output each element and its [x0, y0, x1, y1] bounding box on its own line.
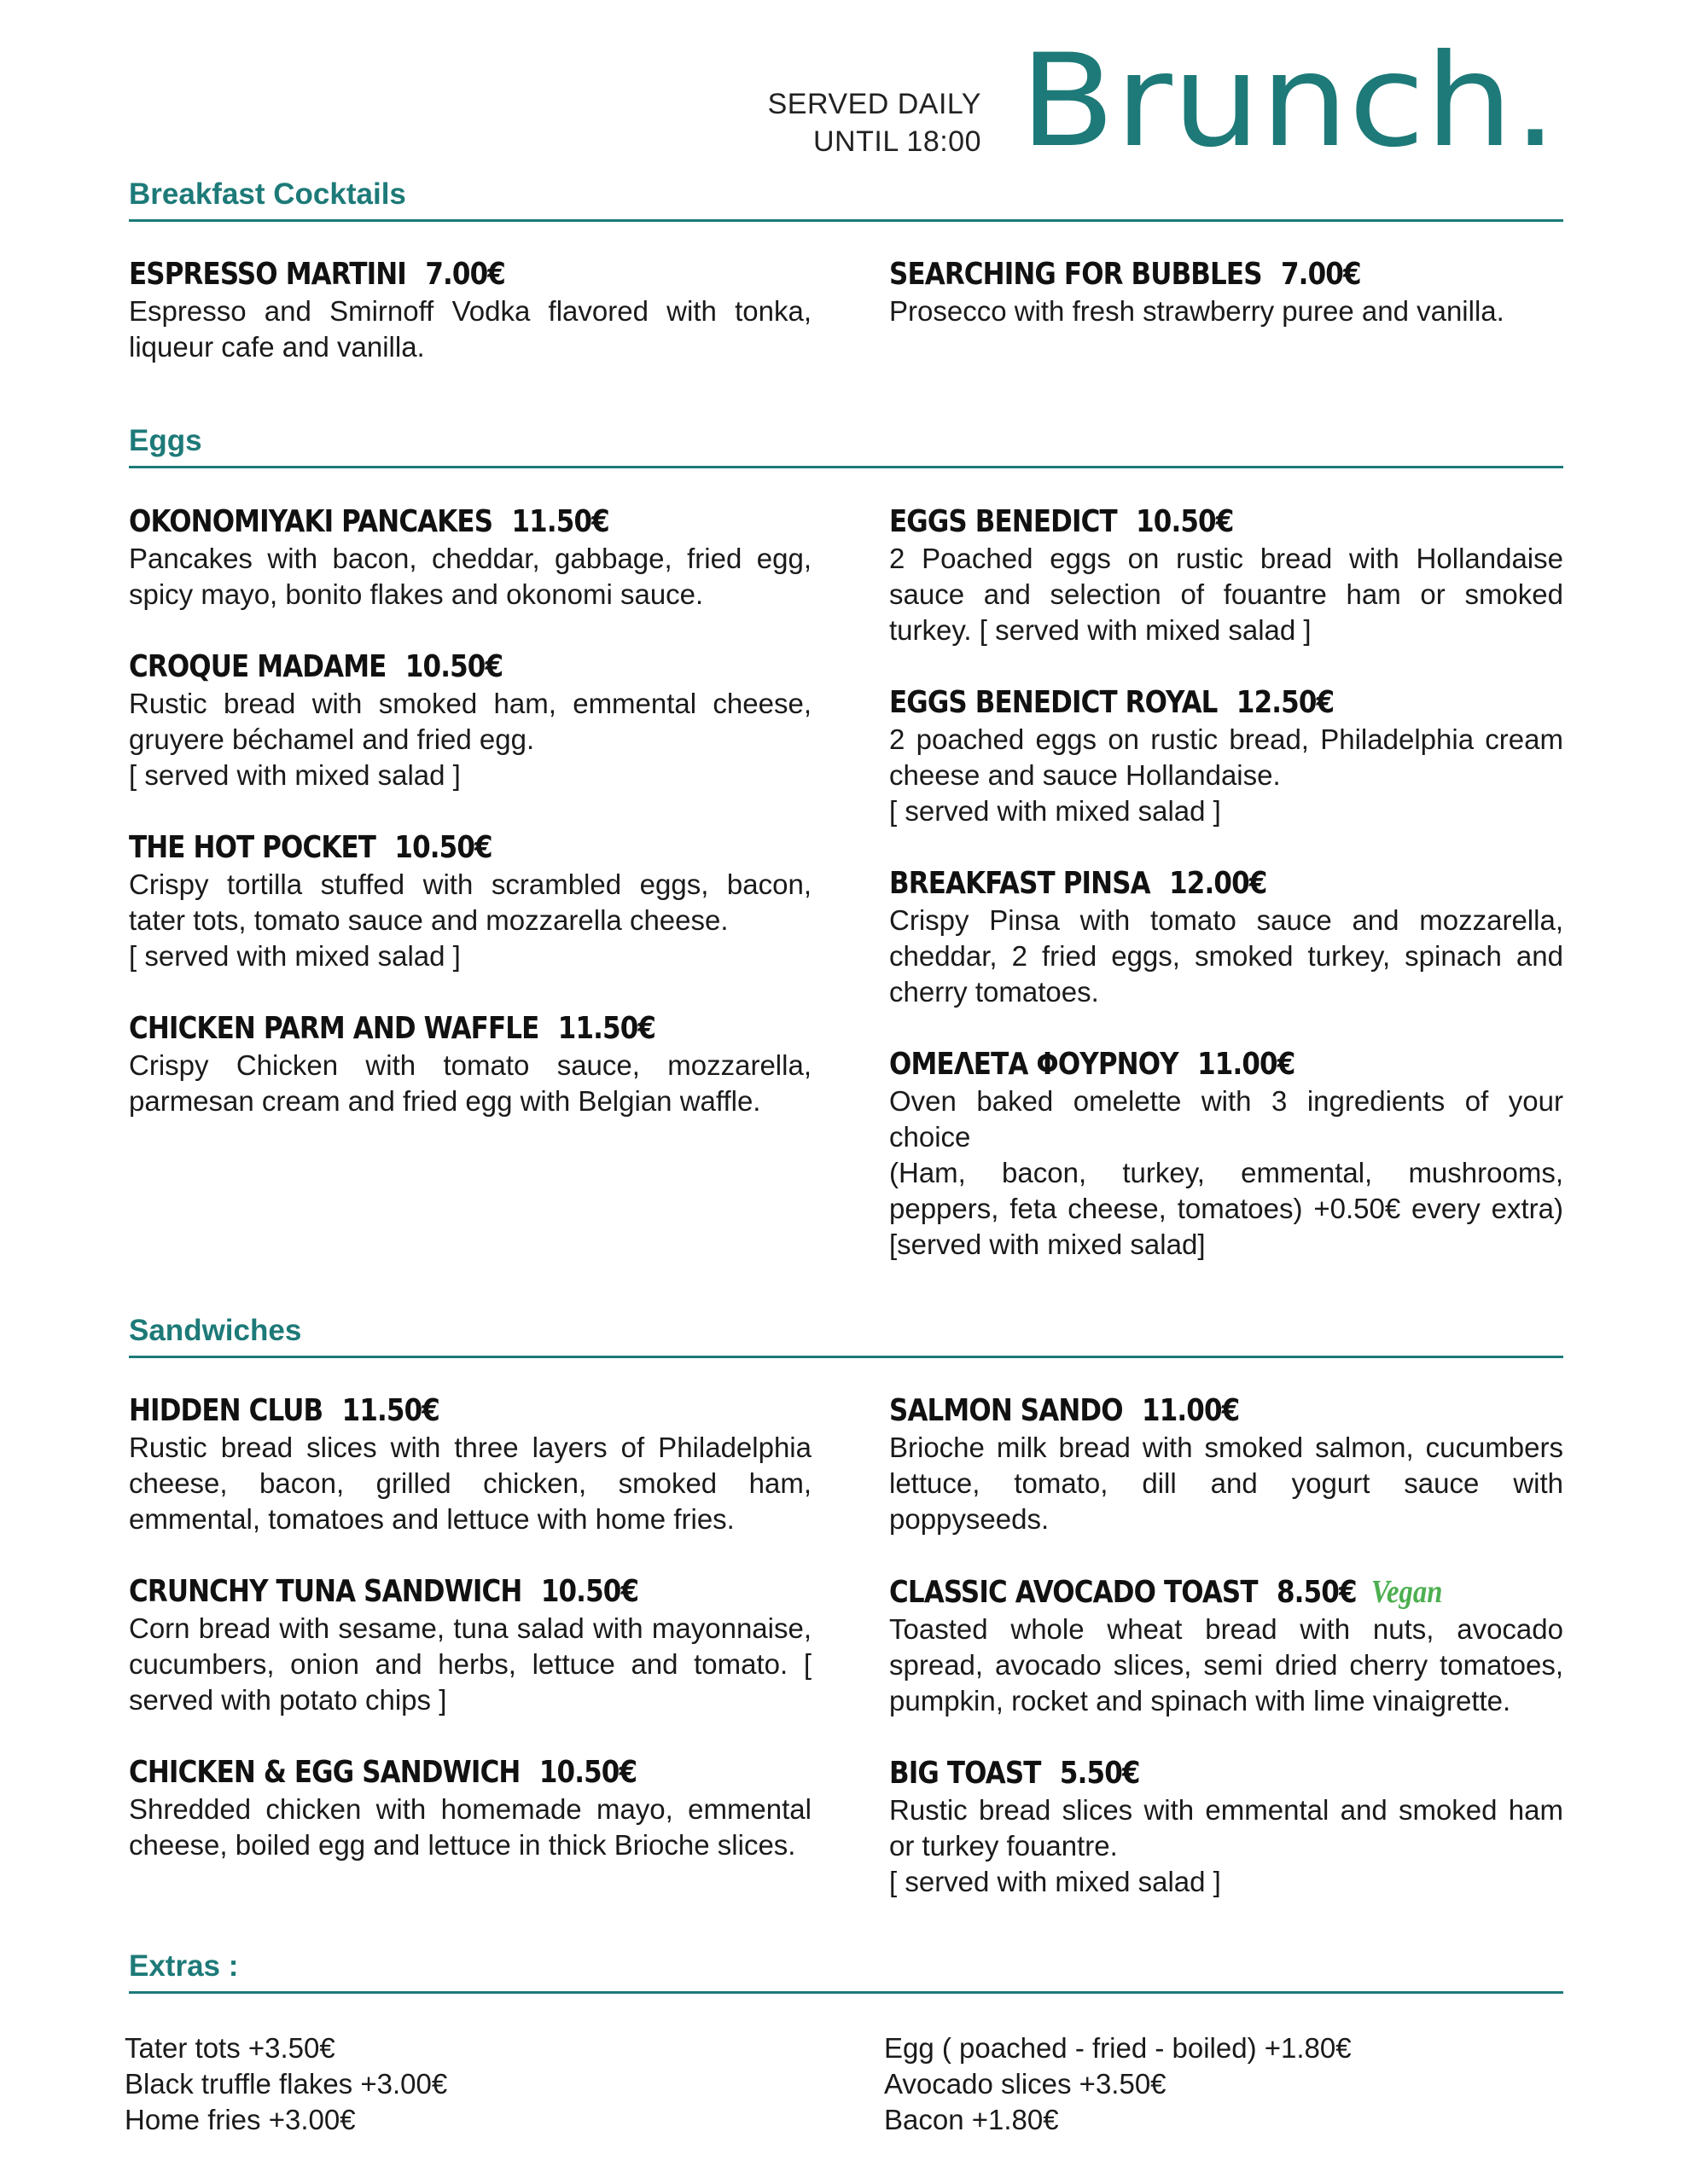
menu-item-price: 10.50€	[540, 1574, 639, 1609]
extras-right-list	[884, 2030, 1352, 2138]
menu-item	[889, 1392, 1563, 1537]
menu-item-description	[889, 1083, 1563, 1263]
menu-item	[889, 865, 1563, 1010]
menu-item-description-text: Toasted whole wheat bread with nuts, avocado spread, avocado slices, semi dried cherry tomatoes, pumpkin, rocket and spinach with lime vinaigrette.	[889, 1613, 1563, 1716]
menu-item-heading	[889, 1392, 1469, 1430]
menu-item-name: ΟΜΕΛΕΤΑ ΦΟΥΡΝΟΥ	[889, 1047, 1178, 1082]
sandwiches-left-column	[129, 1392, 812, 1899]
menu-item	[129, 1010, 812, 1119]
menu-item-heading	[889, 1046, 1469, 1083]
menu-item-price: 8.50€	[1276, 1575, 1357, 1610]
menu-item-description	[889, 722, 1563, 829]
menu-item-description-text: 2 Poached eggs on rustic bread with Hollandaise sauce and selection of fouantre ham or smoked turkey. [ served with mixed salad ]	[889, 543, 1563, 646]
menu-item-heading	[129, 1010, 716, 1048]
menu-item-description-text: Oven baked omelette with 3 ingredients of your choice	[889, 1085, 1563, 1153]
extra-item: Avocado slices +3.50€	[884, 2068, 1166, 2100]
menu-item-description	[889, 1430, 1563, 1537]
menu-item-price: 7.00€	[1280, 257, 1361, 292]
menu-item-price: 12.00€	[1169, 866, 1267, 901]
menu-item-description	[129, 1048, 812, 1119]
served-line-2: UNTIL 18:00	[813, 125, 981, 158]
menu-item-description-text: 2 poached eggs on rustic bread, Philadelphia cream cheese and sauce Hollandaise.	[889, 723, 1563, 791]
menu-item-name: EGGS BENEDICT	[889, 504, 1117, 539]
vegan-tag: Vegan	[1370, 1574, 1443, 1610]
menu-item-description-text: Crispy Chicken with tomato sauce, mozzarella, parmesan cream and fried egg with Belgian waffle.	[129, 1049, 812, 1117]
section-title-eggs: Eggs	[129, 424, 202, 457]
menu-item	[889, 684, 1563, 829]
menu-item-description	[889, 293, 1563, 329]
extra-item: Egg ( poached - fried - boiled) +1.80€	[884, 2032, 1352, 2064]
section-divider	[129, 1356, 1563, 1358]
menu-item-heading	[889, 503, 1469, 541]
menu-item-heading	[889, 684, 1469, 722]
served-hours	[734, 85, 981, 160]
served-line-1: SERVED DAILY	[767, 88, 981, 120]
brunch-logo-graphic	[1020, 44, 1566, 172]
menu-item-heading	[889, 865, 1469, 903]
menu-item	[889, 1755, 1563, 1900]
menu-item-description	[129, 1430, 812, 1537]
menu-item-price: 11.00€	[1197, 1047, 1295, 1082]
menu-item-name: SEARCHING FOR BUBBLES	[889, 257, 1262, 292]
menu-item-description-text: Rustic bread slices with emmental and smoked ham or turkey fouantre.	[889, 1794, 1563, 1862]
menu-item-description-text: Shredded chicken with homemade mayo, emmental cheese, boiled egg and lettuce in thick Brioche slices.	[129, 1793, 812, 1861]
menu-item-price: 12.50€	[1236, 685, 1335, 720]
menu-item-name: BREAKFAST PINSA	[889, 866, 1150, 901]
menu-item-name: OKONOMIYAKI PANCAKES	[129, 504, 493, 539]
menu-item-price: 10.50€	[394, 830, 492, 865]
menu-item-heading	[889, 1573, 1469, 1612]
menu-item-note: [ served with mixed salad ]	[129, 940, 461, 972]
menu-item-name: SALMON SANDO	[889, 1393, 1123, 1428]
menu-item-description	[889, 1612, 1563, 1719]
menu-item-note: [ served with mixed salad ]	[889, 1866, 1221, 1897]
extra-item: Home fries +3.00€	[125, 2104, 356, 2135]
menu-item	[129, 503, 812, 613]
section-title-cocktails: Breakfast Cocktails	[129, 177, 406, 211]
section-divider	[129, 466, 1563, 468]
menu-item-name: CHICKEN & EGG SANDWICH	[129, 1755, 521, 1790]
menu-item	[129, 1573, 812, 1718]
menu-item-name: CROQUE MADAME	[129, 649, 387, 684]
menu-item-note: [ served with mixed salad ]	[889, 795, 1221, 827]
menu-item-description-text: Espresso and Smirnoff Vodka flavored with tonka, liqueur cafe and vanilla.	[129, 295, 812, 363]
menu-item-description	[889, 903, 1563, 1010]
section-title-sandwiches: Sandwiches	[129, 1314, 302, 1347]
menu-item-price: 11.50€	[511, 504, 609, 539]
menu-item	[889, 256, 1563, 329]
menu-item-price: 10.50€	[404, 649, 503, 684]
menu-item-heading	[889, 256, 1469, 293]
menu-item	[129, 256, 812, 365]
menu-item-name: CRUNCHY TUNA SANDWICH	[129, 1574, 522, 1609]
menu-item-note: (Ham, bacon, turkey, emmental, mushrooms, peppers, feta cheese, tomatoes) +0.50€ every extra) [served with mixed salad]	[889, 1157, 1563, 1260]
menu-item-name: THE HOT POCKET	[129, 830, 376, 865]
menu-item-description	[129, 293, 812, 365]
menu-item-heading	[129, 1754, 716, 1792]
menu-item-name: HIDDEN CLUB	[129, 1393, 323, 1428]
menu-item-price: 11.50€	[341, 1393, 439, 1428]
menu-item-heading	[129, 256, 716, 293]
menu-item-heading	[129, 1392, 716, 1430]
menu-item	[129, 1392, 812, 1537]
brunch-logo	[1020, 44, 1566, 172]
menu-item	[129, 1754, 812, 1863]
extra-item: Black truffle flakes +3.00€	[125, 2068, 448, 2100]
section-divider	[129, 219, 1563, 222]
menu-item-heading	[129, 1573, 716, 1611]
menu-item-name: CLASSIC AVOCADO TOAST	[889, 1575, 1258, 1610]
menu-item-description	[129, 867, 812, 974]
menu-item-heading	[129, 503, 716, 541]
menu-item-description	[129, 541, 812, 613]
menu-item-heading	[129, 829, 716, 867]
cocktails-right-column	[889, 256, 1563, 365]
menu-item-price: 10.50€	[1136, 504, 1234, 539]
menu-item	[129, 648, 812, 793]
menu-item	[889, 503, 1563, 648]
menu-item-price: 7.00€	[425, 257, 505, 292]
menu-item	[889, 1046, 1563, 1263]
menu-item-heading	[129, 648, 716, 686]
menu-item-description-text: Rustic bread slices with three layers of Philadelphia cheese, bacon, grilled chicken, smoked ham, emmental, tomatoes and lettuce with home fries.	[129, 1432, 812, 1535]
cocktails-left-column	[129, 256, 812, 401]
menu-item-price: 10.50€	[538, 1755, 637, 1790]
menu-item-description-text: Brioche milk bread with smoked salmon, cucumbers lettuce, tomato, dill and yogurt sauce with poppyseeds.	[889, 1432, 1563, 1535]
menu-item	[129, 829, 812, 974]
extra-item: Bacon +1.80€	[884, 2104, 1059, 2135]
menu-item-description-text: Prosecco with fresh strawberry puree and vanilla.	[889, 295, 1504, 327]
menu-item-description-text: Corn bread with sesame, tuna salad with mayonnaise, cucumbers, onion and herbs, lettuce and tomato. [ served with potato chips ]	[129, 1612, 812, 1716]
menu-item-name: BIG TOAST	[889, 1756, 1041, 1791]
menu-item-name: EGGS BENEDICT ROYAL	[889, 685, 1218, 720]
menu-item-price: 11.00€	[1142, 1393, 1240, 1428]
menu-item-description	[129, 686, 812, 793]
menu-item-name: CHICKEN PARM AND WAFFLE	[129, 1011, 539, 1046]
brunch-logo-text: Brunch.	[1020, 44, 1557, 172]
section-divider	[129, 1991, 1563, 1994]
menu-item	[889, 1573, 1563, 1719]
menu-item-description	[129, 1792, 812, 1863]
menu-item-description-text: Crispy Pinsa with tomato sauce and mozzarella, cheddar, 2 fried eggs, smoked turkey, spinach and cherry tomatoes.	[889, 904, 1563, 1008]
sandwiches-right-column	[889, 1392, 1563, 1936]
menu-item-description	[889, 541, 1563, 648]
menu-item-description-text: Pancakes with bacon, cheddar, gabbage, fried egg, spicy mayo, bonito flakes and okonomi sauce.	[129, 543, 812, 610]
menu-item-note: [ served with mixed salad ]	[129, 759, 461, 791]
menu-item-price: 5.50€	[1059, 1756, 1140, 1791]
eggs-left-column	[129, 503, 812, 1155]
menu-item-description-text: Crispy tortilla stuffed with scrambled eggs, bacon, tater tots, tomato sauce and mozzarella cheese.	[129, 868, 812, 936]
menu-item-heading	[889, 1755, 1469, 1792]
menu-item-description	[129, 1611, 812, 1718]
menu-item-description	[889, 1792, 1563, 1900]
menu-item-name: ESPRESSO MARTINI	[129, 257, 406, 292]
extras-left-list	[125, 2030, 447, 2138]
eggs-right-column	[889, 503, 1563, 1298]
menu-item-description-text: Rustic bread with smoked ham, emmental cheese, gruyere béchamel and fried egg.	[129, 688, 812, 755]
extra-item: Tater tots +3.50€	[125, 2032, 335, 2064]
menu-item-price: 11.50€	[557, 1011, 656, 1046]
section-title-extras: Extras :	[129, 1949, 239, 1983]
